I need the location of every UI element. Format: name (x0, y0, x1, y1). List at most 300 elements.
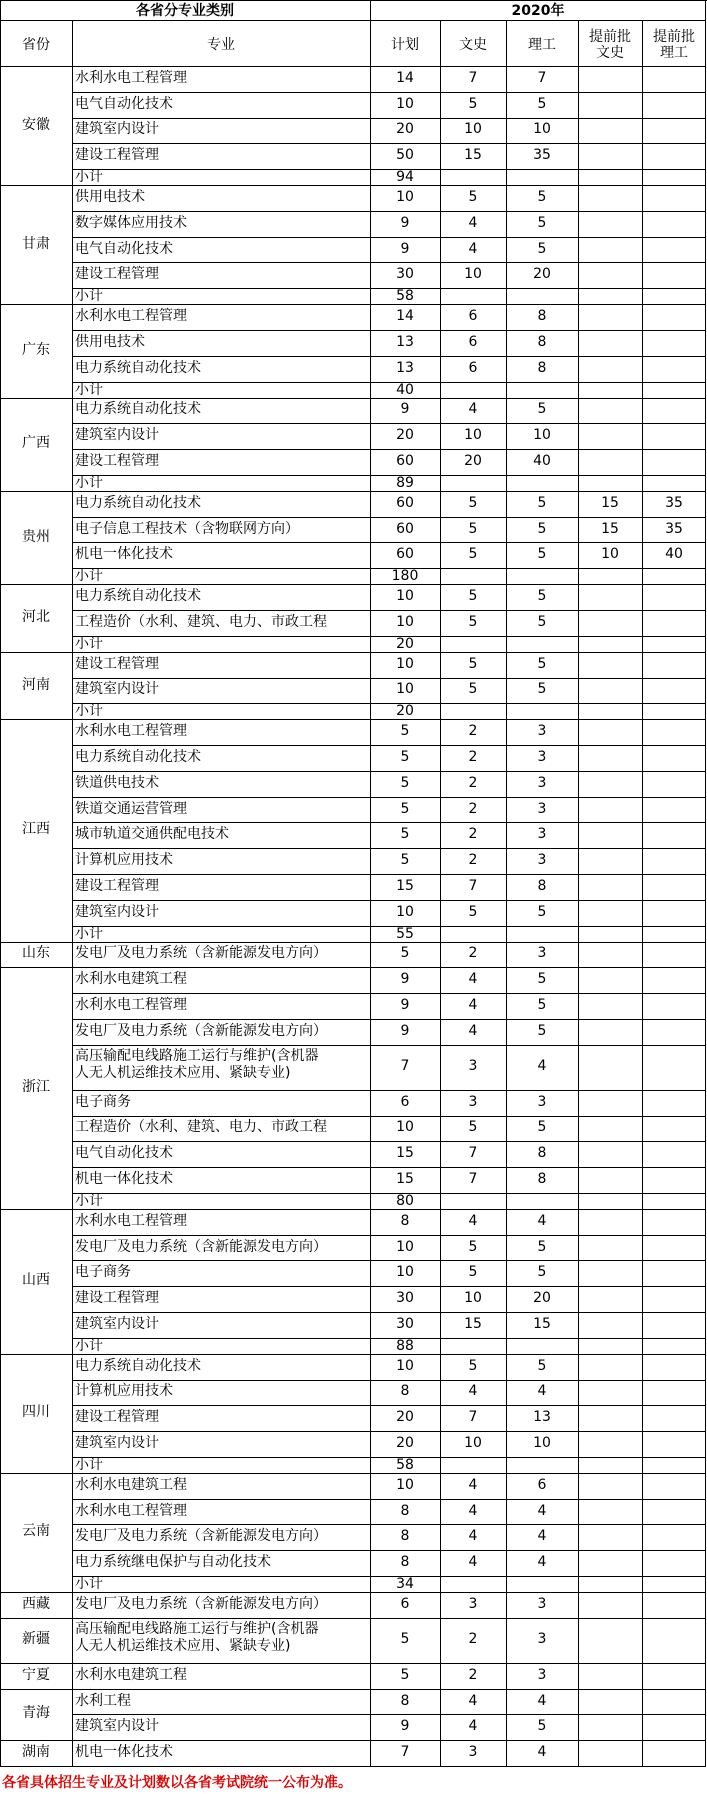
plan-value: 8 (400, 1692, 410, 1709)
plan-value: 5 (400, 1631, 410, 1648)
plan-value: 15 (396, 877, 414, 894)
row-divider (72, 1431, 706, 1432)
arts-value: 2 (468, 1631, 478, 1648)
subtotal-label: 小计 (75, 635, 103, 652)
arts-value: 7 (468, 1145, 478, 1162)
row-divider (72, 926, 706, 927)
major-name: 电力系统自动化技术 (75, 1357, 201, 1374)
province-divider (0, 398, 706, 399)
province-name: 湖南 (22, 1744, 50, 1761)
subtotal-label: 小计 (75, 1456, 103, 1473)
plan-value: 9 (400, 997, 410, 1013)
arts-value: 7 (468, 1171, 478, 1187)
arts-value: 2 (468, 723, 478, 740)
major-name: 发电厂及电力系统（含新能源发电方向） (75, 1022, 327, 1039)
row-divider (72, 262, 706, 263)
major-name: 建筑室内设计 (75, 1315, 159, 1332)
subtotal-label: 小计 (75, 568, 103, 585)
science-value: 5 (537, 681, 547, 698)
arts-value: 4 (468, 1476, 478, 1493)
row-divider (72, 848, 706, 849)
science-value: 4 (537, 1058, 547, 1075)
province-name: 安徽 (22, 116, 50, 133)
arts-value: 15 (464, 1315, 482, 1332)
row-divider (72, 1499, 706, 1500)
science-value: 20 (533, 266, 551, 283)
arts-value: 3 (468, 1058, 478, 1075)
plan-value: 14 (396, 308, 414, 325)
arts-value: 5 (468, 588, 478, 605)
arts-value: 4 (468, 401, 478, 418)
row-divider (72, 1235, 706, 1236)
row-divider (72, 1576, 706, 1577)
plan-value: 60 (396, 453, 414, 469)
science-value: 5 (537, 997, 547, 1013)
row-divider (72, 118, 706, 119)
plan-value: 8 (400, 1212, 410, 1229)
major-name: 数字媒体应用技术 (75, 214, 187, 231)
major-name: 电力系统自动化技术 (75, 588, 201, 605)
arts-value: 4 (468, 214, 478, 231)
row-divider (72, 517, 706, 518)
province-divider (0, 1618, 706, 1619)
science-value: 20 (533, 1290, 551, 1307)
plan-value: 14 (396, 69, 414, 86)
science-value: 6 (537, 1476, 547, 1493)
major-name: 建筑室内设计 (75, 1718, 159, 1735)
province-divider (0, 304, 706, 305)
header-bottom-border (0, 66, 706, 67)
province-divider (0, 1592, 706, 1593)
plan-value: 5 (400, 945, 410, 962)
subtotal-label: 小计 (75, 381, 103, 398)
row-divider (72, 874, 706, 875)
arts-value: 5 (468, 655, 478, 672)
science-value: 5 (537, 240, 547, 257)
province-divider (0, 1209, 706, 1210)
science-value: 5 (537, 214, 547, 231)
row-divider (72, 211, 706, 212)
science-value: 3 (537, 723, 547, 740)
col-header-early-science: 理工 (660, 45, 688, 61)
arts-value: 7 (468, 69, 478, 86)
subtotal-label: 小计 (75, 169, 103, 186)
subtotal-value: 20 (396, 703, 414, 720)
science-value: 5 (537, 1022, 547, 1039)
science-value: 5 (537, 1264, 547, 1281)
plan-value: 7 (400, 1058, 410, 1075)
science-value: 5 (537, 520, 547, 537)
arts-value: 10 (464, 266, 482, 283)
province-name: 广西 (22, 435, 50, 452)
col-header-plan: 计划 (391, 37, 419, 53)
major-name: 建设工程管理 (75, 266, 159, 283)
arts-value: 5 (468, 95, 478, 112)
arts-value: 4 (468, 1528, 478, 1545)
arts-value: 4 (468, 1554, 478, 1571)
column-divider (370, 0, 371, 1767)
science-value: 5 (537, 613, 547, 630)
major-name: 电气自动化技术 (75, 1145, 173, 1162)
subtotal-value: 34 (396, 1576, 414, 1592)
province-divider (0, 719, 706, 720)
plan-value: 10 (396, 1119, 414, 1136)
plan-value: 15 (396, 1145, 414, 1162)
plan-value: 13 (396, 333, 414, 350)
science-value: 3 (537, 749, 547, 765)
col-header-early-arts: 文史 (596, 45, 624, 61)
province-name: 云南 (22, 1523, 50, 1540)
science-value: 8 (537, 877, 547, 894)
col-header-major: 专业 (207, 37, 235, 53)
major-name: 建筑室内设计 (75, 681, 159, 698)
header-divider (0, 20, 706, 21)
arts-value: 10 (464, 121, 482, 138)
plan-value: 7 (400, 1744, 410, 1761)
plan-value: 8 (400, 1554, 410, 1571)
science-value: 4 (537, 1692, 547, 1709)
science-value: 3 (537, 826, 547, 843)
plan-value: 8 (400, 1502, 410, 1519)
province-divider (0, 652, 706, 653)
row-divider (72, 382, 706, 383)
arts-value: 2 (468, 774, 478, 791)
province-divider (0, 1740, 706, 1741)
science-value: 5 (537, 903, 547, 920)
plan-value: 9 (400, 971, 410, 988)
subtotal-value: 80 (396, 1192, 414, 1209)
row-divider (72, 703, 706, 704)
arts-value: 2 (468, 852, 478, 869)
province-name: 甘肃 (22, 235, 50, 252)
major-name: 电气自动化技术 (75, 95, 173, 112)
arts-value: 20 (464, 453, 482, 469)
province-name: 河北 (22, 609, 50, 625)
major-name: 计算机应用技术 (75, 1383, 173, 1400)
major-name: 电力系统自动化技术 (75, 359, 201, 376)
plan-value: 15 (396, 1171, 414, 1187)
major-name: 水利水电建筑工程 (75, 971, 187, 988)
arts-value: 3 (468, 1744, 478, 1761)
science-value: 3 (537, 1666, 547, 1683)
row-divider (72, 1380, 706, 1381)
plan-value: 60 (396, 546, 414, 563)
arts-value: 4 (468, 1022, 478, 1039)
arts-value: 2 (468, 1666, 478, 1683)
major-name: 电子商务 (75, 1264, 131, 1281)
major-name: 发电厂及电力系统（含新能源发电方向） (75, 1528, 327, 1545)
row-divider (72, 143, 706, 144)
major-name: 发电厂及电力系统（含新能源发电方向） (75, 1238, 327, 1255)
major-name: 建设工程管理 (75, 877, 159, 894)
subtotal-value: 89 (396, 474, 414, 491)
subtotal-value: 20 (396, 635, 414, 652)
row-divider (72, 1312, 706, 1313)
science-value: 13 (533, 1409, 551, 1426)
arts-value: 2 (468, 800, 478, 817)
plan-value: 9 (400, 1022, 410, 1039)
row-divider (72, 237, 706, 238)
col-header-science: 理工 (528, 37, 556, 53)
column-divider (440, 20, 441, 1767)
row-divider (72, 423, 706, 424)
row-divider (72, 356, 706, 357)
science-value: 3 (537, 774, 547, 791)
major-name: 人无人机运维技术应用、紧缺专业) (75, 1637, 291, 1654)
plan-value: 10 (396, 613, 414, 630)
plan-value: 60 (396, 494, 414, 511)
province-name: 广东 (22, 341, 50, 358)
science-value: 10 (533, 1435, 551, 1451)
science-value: 8 (537, 308, 547, 325)
subtotal-label: 小计 (75, 1192, 103, 1209)
science-value: 7 (537, 69, 547, 86)
major-name: 电子商务 (75, 1093, 131, 1110)
arts-value: 5 (468, 1119, 478, 1136)
plan-value: 10 (396, 189, 414, 205)
arts-value: 4 (468, 1692, 478, 1709)
plan-value: 6 (400, 1595, 410, 1612)
major-name: 水利水电工程管理 (75, 308, 187, 325)
science-value: 3 (537, 800, 547, 817)
province-divider (0, 491, 706, 492)
science-value: 3 (537, 945, 547, 962)
science-value: 10 (533, 121, 551, 138)
plan-value: 5 (400, 800, 410, 817)
major-name: 电力系统自动化技术 (75, 494, 201, 511)
column-divider (705, 0, 706, 1767)
major-name: 电力系统自动化技术 (75, 401, 201, 418)
major-name: 机电一体化技术 (75, 1744, 173, 1761)
plan-value: 5 (400, 1666, 410, 1683)
major-name: 建筑室内设计 (75, 1435, 159, 1451)
column-divider (0, 0, 1, 1767)
row-divider (72, 678, 706, 679)
arts-value: 5 (468, 494, 478, 511)
row-divider (72, 822, 706, 823)
row-divider (72, 900, 706, 901)
row-divider (72, 993, 706, 994)
plan-value: 9 (400, 214, 410, 231)
row-divider (72, 288, 706, 289)
row-divider (72, 1090, 706, 1091)
science-value: 10 (533, 427, 551, 444)
plan-value: 10 (396, 1476, 414, 1493)
col-header-arts: 文史 (459, 37, 487, 53)
science-value: 35 (533, 147, 551, 164)
province-divider (0, 1689, 706, 1690)
row-divider (72, 1714, 706, 1715)
subtotal-label: 小计 (75, 474, 103, 491)
major-name: 建筑室内设计 (75, 903, 159, 920)
column-divider (506, 20, 507, 1767)
subtotal-label: 小计 (75, 1337, 103, 1354)
major-name: 机电一体化技术 (75, 1171, 173, 1187)
plan-value: 13 (396, 359, 414, 376)
arts-value: 5 (468, 1238, 478, 1255)
plan-value: 5 (400, 774, 410, 791)
province-name: 浙江 (22, 1079, 50, 1096)
major-name: 建设工程管理 (75, 1290, 159, 1307)
arts-value: 4 (468, 1718, 478, 1735)
arts-value: 10 (464, 1435, 482, 1451)
province-name: 青海 (22, 1705, 50, 1722)
major-name: 发电厂及电力系统（含新能源发电方向） (75, 945, 327, 962)
arts-value: 6 (468, 308, 478, 325)
science-value: 4 (537, 1554, 547, 1571)
arts-value: 4 (468, 240, 478, 257)
province-name: 贵州 (22, 528, 50, 545)
province-name: 河南 (22, 676, 50, 693)
science-value: 5 (537, 189, 547, 205)
plan-value: 20 (396, 427, 414, 444)
major-name: 计算机应用技术 (75, 852, 173, 869)
province-divider (0, 942, 706, 943)
major-name: 供用电技术 (75, 189, 145, 205)
row-divider (72, 1405, 706, 1406)
arts-value: 7 (468, 1409, 478, 1426)
arts-value: 2 (468, 749, 478, 765)
subtotal-label: 小计 (75, 288, 103, 305)
science-value: 5 (537, 494, 547, 511)
subtotal-value: 94 (396, 169, 414, 186)
row-divider (72, 542, 706, 543)
plan-value: 10 (396, 95, 414, 112)
plan-value: 5 (400, 852, 410, 869)
major-name: 工程造价（水利、建筑、电力、市政工程 (75, 1119, 327, 1136)
row-divider (72, 771, 706, 772)
subtotal-label: 小计 (75, 1576, 103, 1592)
arts-value: 5 (468, 546, 478, 563)
arts-value: 5 (468, 520, 478, 537)
science-value: 3 (537, 852, 547, 869)
subtotal-value: 58 (396, 1456, 414, 1473)
province-name: 山东 (22, 945, 50, 962)
subtotal-value: 180 (391, 568, 419, 585)
plan-value: 10 (396, 903, 414, 920)
arts-value: 2 (468, 826, 478, 843)
science-value: 5 (537, 546, 547, 563)
science-value: 5 (537, 1718, 547, 1735)
science-value: 4 (537, 1744, 547, 1761)
subtotal-value: 88 (396, 1337, 414, 1354)
row-divider (72, 1550, 706, 1551)
major-name: 建筑室内设计 (75, 427, 159, 444)
major-name: 工程造价（水利、建筑、电力、市政工程 (75, 613, 327, 630)
row-divider (72, 1193, 706, 1194)
science-value: 4 (537, 1502, 547, 1519)
science-value: 5 (537, 655, 547, 672)
plan-value: 10 (396, 588, 414, 605)
row-divider (72, 1286, 706, 1287)
province-name: 西藏 (22, 1595, 50, 1612)
plan-value: 9 (400, 401, 410, 418)
arts-value: 3 (468, 1093, 478, 1110)
science-value: 4 (537, 1383, 547, 1400)
science-value: 5 (537, 1357, 547, 1374)
science-value: 8 (537, 1145, 547, 1162)
major-name: 电气自动化技术 (75, 240, 173, 257)
science-value: 8 (537, 359, 547, 376)
major-name: 水利水电工程管理 (75, 1502, 187, 1519)
arts-value: 4 (468, 1502, 478, 1519)
subtotal-value: 55 (396, 925, 414, 942)
major-name: 水利工程 (75, 1692, 131, 1709)
footer-note: 各省具体招生专业及计划数以各省考试院统一公布为准。 (2, 1775, 352, 1791)
arts-value: 5 (468, 613, 478, 630)
table-top-border (0, 0, 707, 1)
row-divider (72, 797, 706, 798)
science-value: 3 (537, 1093, 547, 1110)
science-value: 3 (537, 1631, 547, 1648)
header-year-title: 2020年 (511, 3, 565, 19)
science-value: 5 (537, 1238, 547, 1255)
science-value: 3 (537, 1595, 547, 1612)
plan-value: 30 (396, 266, 414, 283)
early-arts-value: 10 (601, 546, 619, 563)
plan-value: 20 (396, 1435, 414, 1451)
plan-value: 8 (400, 1383, 410, 1400)
major-name: 城市轨道交通供配电技术 (75, 826, 229, 843)
province-name: 江西 (22, 821, 50, 838)
row-divider (72, 1260, 706, 1261)
row-divider (72, 330, 706, 331)
plan-value: 20 (396, 121, 414, 138)
plan-value: 50 (396, 147, 414, 164)
major-name: 水利水电建筑工程 (75, 1476, 187, 1493)
row-divider (72, 169, 706, 170)
province-name: 宁夏 (22, 1666, 50, 1683)
plan-value: 8 (400, 1528, 410, 1545)
major-name: 水利水电工程管理 (75, 69, 187, 86)
plan-value: 30 (396, 1315, 414, 1332)
arts-value: 6 (468, 359, 478, 376)
row-divider (72, 1457, 706, 1458)
major-name: 机电一体化技术 (75, 546, 173, 563)
row-divider (72, 1116, 706, 1117)
early-science-value: 35 (665, 494, 683, 511)
col-header-early-arts: 提前批 (589, 29, 631, 45)
arts-value: 4 (468, 1212, 478, 1229)
plan-value: 20 (396, 1409, 414, 1426)
major-name: 建设工程管理 (75, 655, 159, 672)
row-divider (72, 1019, 706, 1020)
plan-value: 60 (396, 520, 414, 537)
plan-value: 9 (400, 1718, 410, 1735)
province-divider (0, 1473, 706, 1474)
major-name: 水利水电工程管理 (75, 1212, 187, 1229)
province-divider (0, 1766, 706, 1767)
major-name: 高压输配电线路施工运行与维护(含机器 (75, 1620, 319, 1637)
subtotal-value: 58 (396, 288, 414, 305)
science-value: 5 (537, 1119, 547, 1136)
row-divider (72, 475, 706, 476)
science-value: 15 (533, 1315, 551, 1332)
science-value: 40 (533, 453, 551, 469)
major-name: 电子信息工程技术（含物联网方向） (75, 520, 299, 537)
science-value: 8 (537, 333, 547, 350)
plan-value: 10 (396, 1357, 414, 1374)
arts-value: 6 (468, 333, 478, 350)
major-name: 电力系统继电保护与自动化技术 (75, 1554, 271, 1571)
row-divider (72, 1524, 706, 1525)
plan-value: 10 (396, 1238, 414, 1255)
row-divider (72, 568, 706, 569)
arts-value: 10 (464, 1290, 482, 1307)
arts-value: 3 (468, 1595, 478, 1612)
major-name: 高压输配电线路施工运行与维护(含机器 (75, 1047, 319, 1064)
arts-value: 10 (464, 427, 482, 444)
